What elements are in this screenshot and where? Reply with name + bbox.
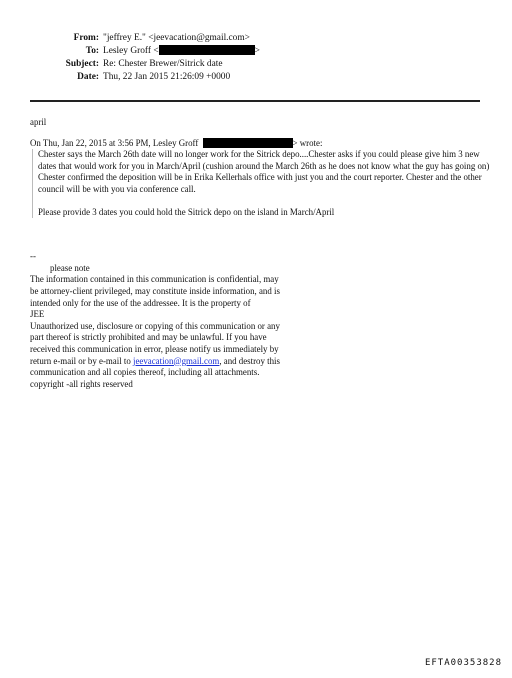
signature-dashes: -- bbox=[30, 251, 36, 262]
subject-row bbox=[0, 58, 512, 71]
quote-spacer bbox=[38, 196, 490, 207]
to-row bbox=[0, 45, 512, 58]
redaction-box bbox=[203, 138, 293, 148]
subject-value: Re: Chester Brewer/Sitrick date bbox=[103, 59, 223, 69]
date-row bbox=[0, 71, 512, 84]
signature-text: Unauthorized use, disclosure or copying of this communication or any part thereof is strictly prohibited and may be unlawful. If you have received this communication in error, please notify us immediately by return e-mail or by e-mail to bbox=[30, 320, 280, 366]
quote-intro-end: > wrote: bbox=[292, 137, 323, 148]
to-value bbox=[103, 45, 260, 58]
signature-paragraph: The information contained in this communication is confidential, may be attorney-client privileged, may constitute inside information, and is intended only for the use of the addressee. It is the property of bbox=[30, 274, 280, 308]
to-value-end: > bbox=[254, 46, 260, 56]
email-body bbox=[30, 117, 490, 390]
reply-text: april bbox=[30, 117, 47, 127]
from-label: From: bbox=[73, 33, 99, 43]
signature-text: , and destroy this communication and all copies thereof, including all attachments. copyright -all rights reserved bbox=[30, 355, 280, 389]
signature-note: please note bbox=[50, 262, 90, 273]
redaction-box bbox=[159, 45, 255, 55]
quote-intro bbox=[30, 138, 490, 150]
header-divider bbox=[30, 100, 480, 102]
quote-intro-text: On Thu, Jan 22, 2015 at 3:56 PM, Lesley Groff bbox=[30, 137, 201, 148]
email-header bbox=[0, 32, 512, 84]
to-name: Lesley Groff < bbox=[103, 46, 159, 56]
signature bbox=[30, 251, 280, 390]
subject-label: Subject: bbox=[65, 59, 99, 69]
date-value: Thu, 22 Jan 2015 21:26:09 +0000 bbox=[103, 72, 231, 82]
quote-paragraph: Chester says the March 26th date will no longer work for the Sitrick depo....Chester asks if you could please give him 3 new dates that would work for you in March/April (cushion around the March 26th as he does not know what the guy has going on) Chester confirmed the deposition will be in Erika Kellerhals office with just you and the court reporter. Chester and the other council will be with you via conference call. bbox=[38, 149, 490, 194]
signature-paragraph: JEE bbox=[30, 309, 45, 320]
quote-paragraph: Please provide 3 dates you could hold the Sitrick depo on the island in March/April bbox=[38, 206, 335, 217]
email-link[interactable]: jeevacation@gmail.com bbox=[133, 355, 220, 366]
from-row bbox=[0, 32, 512, 45]
document-stamp: EFTA00353828 bbox=[424, 658, 502, 668]
date-label: Date: bbox=[77, 72, 99, 82]
from-value: "jeffrey E." <jeevacation@gmail.com> bbox=[103, 33, 250, 43]
quoted-message bbox=[32, 149, 490, 218]
signature-paragraph bbox=[30, 321, 280, 391]
to-label: To: bbox=[85, 46, 99, 56]
